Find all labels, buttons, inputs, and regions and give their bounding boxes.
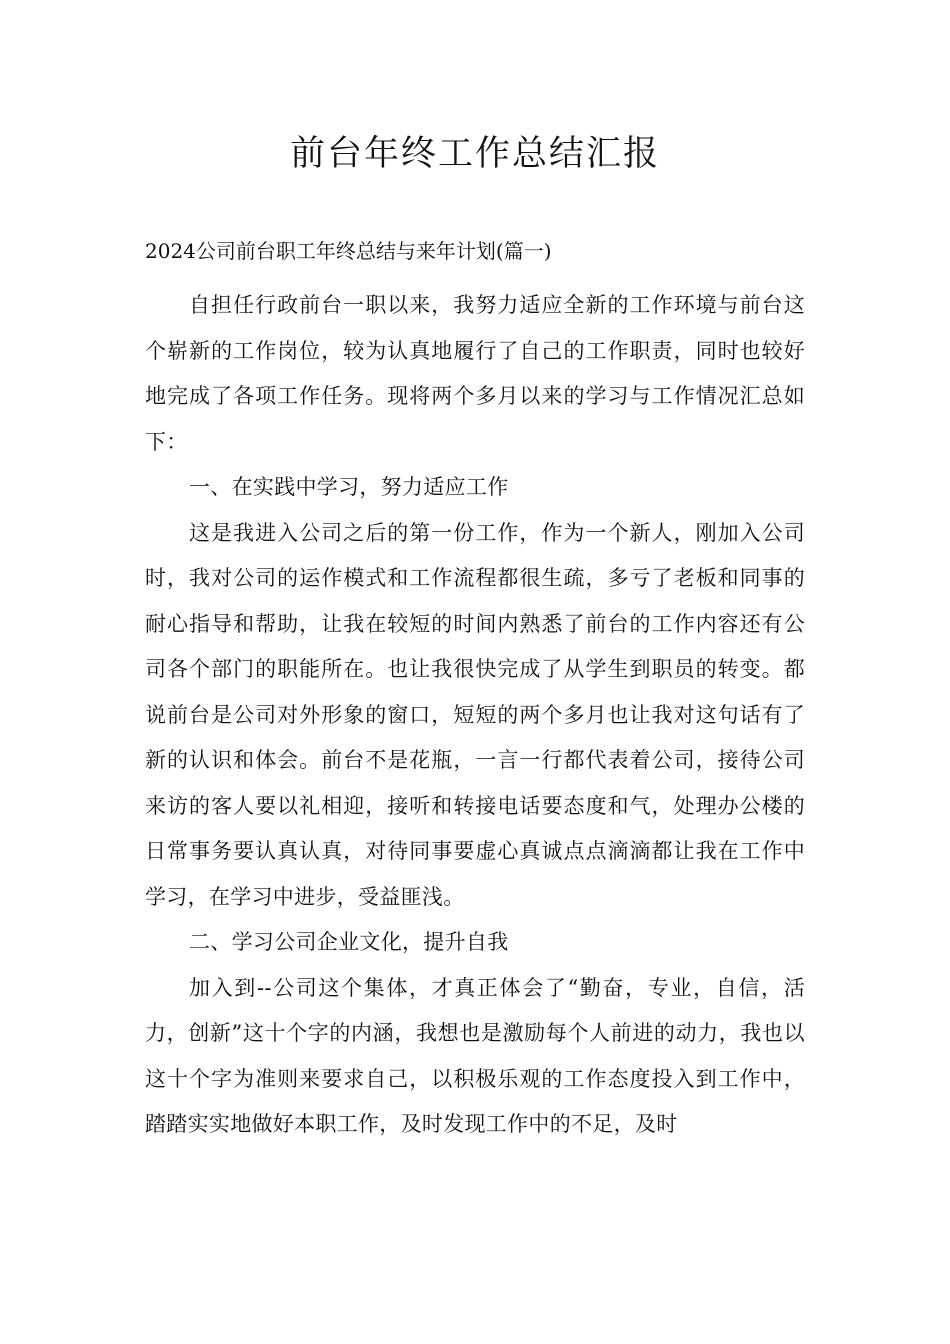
document-body xyxy=(145,283,805,1148)
intro-paragraph: 自担任行政前台一职以来，我努力适应全新的工作环境与前台这个崭新的工作岗位，较为认真地履行了自己的工作职责，同时也较好地完成了各项工作任务。现将两个多月以来的学习与工作情况汇总如下： xyxy=(145,293,805,454)
section-heading-1: 一、在实践中学习，努力适应工作 xyxy=(189,475,509,499)
section-1-paragraph: 这是我进入公司之后的第一份工作，作为一个新人，刚加入公司时，我对公司的运作模式和工作流程都很生疏，多亏了老板和同事的耐心指导和帮助，让我在较短的时间内熟悉了前台的工作内容还有公司各个部门的职能所在。也让我很快完成了从学生到职员的转变。都说前台是公司对外形象的窗口，短短的两个多月也让我对这句话有了新的认识和体会。前台不是花瓶，一言一行都代表着公司，接待公司来访的客人要以礼相迎，接听和转接电话要态度和气，处理办公楼的日常事务要认真认真，对待同事要虚心真诚点点滴滴都让我在工作中学习，在学习中进步，受益匪浅。 xyxy=(145,520,805,909)
document-title: 前台年终工作总结汇报 xyxy=(289,134,660,174)
section-2-paragraph: 加入到--公司这个集体，才真正体会了“勤奋，专业，自信，活力，创新”这十个字的内涵，我想也是激励每个人前进的动力，我也以这十个字为准则来要求自己，以积极乐观的工作态度投入到工作中，踏踏实实地做好本职工作，及时发现工作中的不足，及时 xyxy=(145,975,805,1136)
section-heading-2: 二、学习公司企业文化，提升自我 xyxy=(189,930,509,954)
document-subtitle: 2024公司前台职工年终总结与来年计划(篇一) xyxy=(145,239,552,263)
